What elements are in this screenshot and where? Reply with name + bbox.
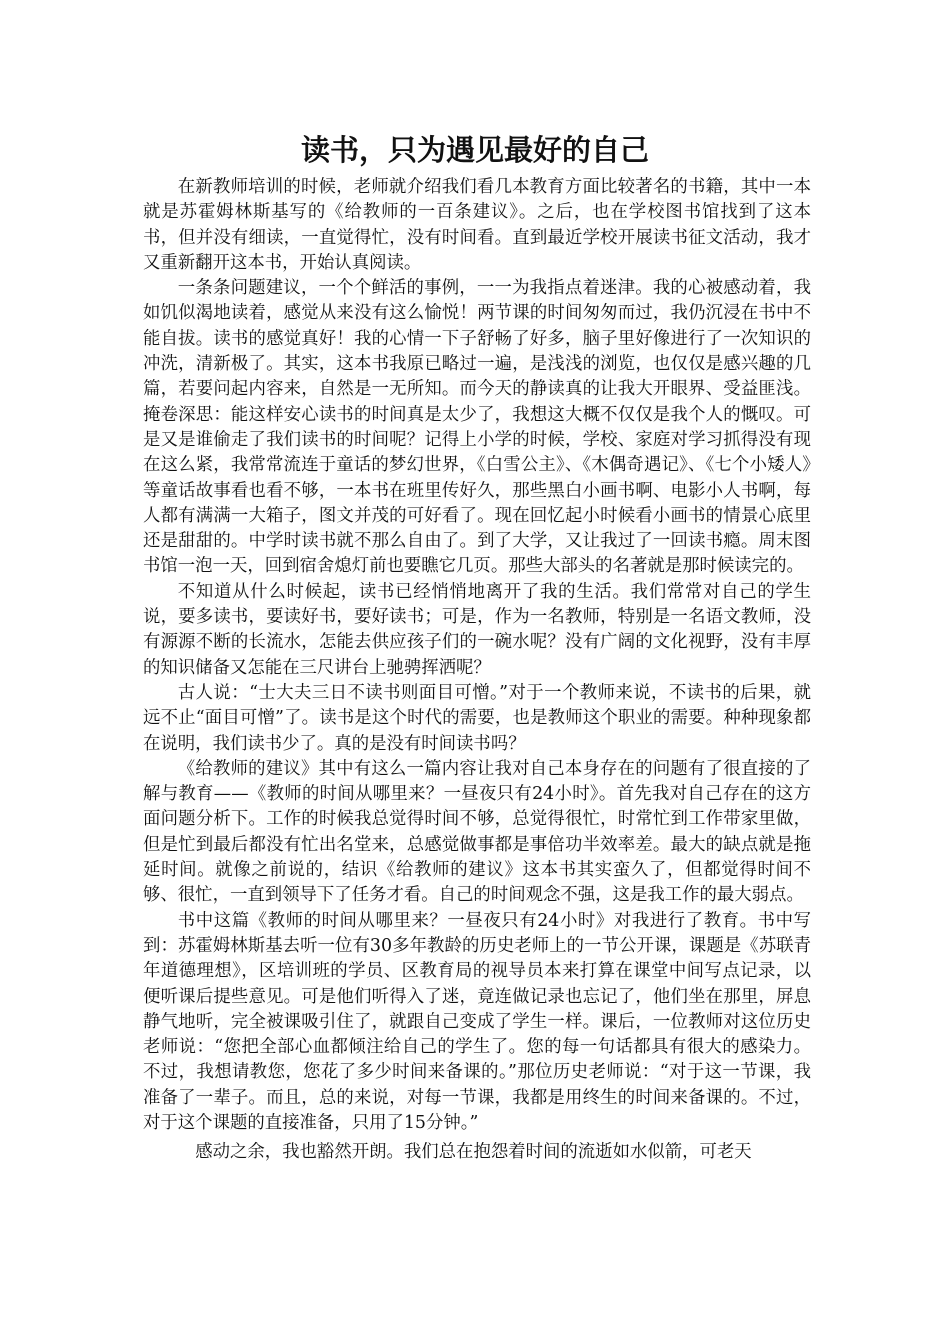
document-title: 读书，只为遇见最好的自己 — [300, 133, 649, 167]
paragraph-7: 感动之余，我也豁然开朗。我们总在抱怨着时间的流逝如水似箭，可老天 — [195, 1142, 752, 1163]
paragraph-4: 古人说：“士大夫三日不读书则面目可憎。”对于一个教师来说，不读书的后果，就远不止“面目可憎”了。读书是这个时代的需要，也是教师这个职业的需要。种种现象都在说明，我们读书少了。真的是没有时间读书吗？ — [143, 682, 811, 754]
paragraph-6: 书中这篇《教师的时间从哪里来？一昼夜只有24小时》对我进行了教育。书中写到：苏霍姆林斯基去听一位有30多年教龄的历史老师上的一节公开课，课题是《苏联青年道德理想》，区培训班的学员、区教育局的视导员本来打算在课堂中间写点记录，以便听课后提些意见。可是他们听得入了迷，竟连做记录也忘记了，他们坐在那里，屏息静气地听，完全被课吸引住了，就跟自己变成了学生一样。课后，一位教师对这位历史老师说：“您把全部心血都倾注给自己的学生了。您的每一句话都具有很大的感染力。不过，我想请教您，您花了多少时间来备课的。”那位历史老师说：“对于这一节课，我准备了一辈子。而且，总的来说，对每一节课，我都是用终生的时间来备课的。不过，对于这个课题的直接准备，只用了15分钟。” — [143, 910, 811, 1133]
article-body — [143, 175, 811, 1166]
paragraph-3: 不知道从什么时候起，读书已经悄悄地离开了我的生活。我们常常对自己的学生说，要多读书，要读好书，要好读书；可是，作为一名教师，特别是一名语文教师，没有源源不断的长流水，怎能去供应孩子们的一碗水呢？没有广阔的文化视野，没有丰厚的知识储备又怎能在三尺讲台上驰骋挥洒呢？ — [143, 581, 811, 678]
paragraph-5: 《给教师的建议》其中有这么一篇内容让我对自己本身存在的问题有了很直接的了解与教育——《教师的时间从哪里来？一昼夜只有24小时》。首先我对自己存在的这方面问题分析下。工作的时候我总觉得时间不够，总觉得很忙，时常忙到工作带家里做，但是忙到最后都没有忙出名堂来，总感觉做事都是事倍功半效率差。最大的缺点就是拖延时间。就像之前说的，结识《给教师的建议》这本书其实蛮久了，但都觉得时间不够、很忙，一直到领导下了任务才看。自己的时间观念不强，这是我工作的最大弱点。 — [143, 758, 811, 906]
paragraph-2: 一条条问题建议，一个个鲜活的事例，一一为我指点着迷津。我的心被感动着，我如饥似渴地读着，感觉从来没有这么愉悦！两节课的时间匆匆而过，我仍沉浸在书中不能自拔。读书的感觉真好！我的心情一下子舒畅了好多，脑子里好像进行了一次知识的冲洗，清新极了。其实，这本书我原已略过一遍，是浅浅的浏览，也仅仅是感兴趣的几篇，若要问起内容来，自然是一无所知。而今天的静读真的让我大开眼界、受益匪浅。掩卷深思：能这样安心读书的时间真是太少了，我想这大概不仅仅是我个人的慨叹。可是又是谁偷走了我们读书的时间呢？记得上小学的时候，学校、家庭对学习抓得没有现在这么紧，我常常流连于童话的梦幻世界，《白雪公主》、《木偶奇遇记》、《七个小矮人》等童话故事看也看不够，一本书在班里传好久，那些黑白小画书啊、电影小人书啊，每人都有满满一大箱子，图文并茂的可好看了。现在回忆起小时候看小画书的情景心底里还是甜甜的。中学时读书就不那么自由了。到了大学，又让我过了一回读书瘾。周末图书馆一泡一天，回到宿舍熄灯前也要瞧它几页。那些大部头的名著就是那时候读完的。 — [143, 278, 811, 577]
paragraph-1: 在新教师培训的时候，老师就介绍我们看几本教育方面比较著名的书籍，其中一本就是苏霍姆林斯基写的《给教师的一百条建议》。之后，也在学校图书馆找到了这本书，但并没有细读，一直觉得忙，没有时间看。直到最近学校开展读书征文活动，我才又重新翻开这本书，开始认真阅读。 — [143, 177, 811, 273]
